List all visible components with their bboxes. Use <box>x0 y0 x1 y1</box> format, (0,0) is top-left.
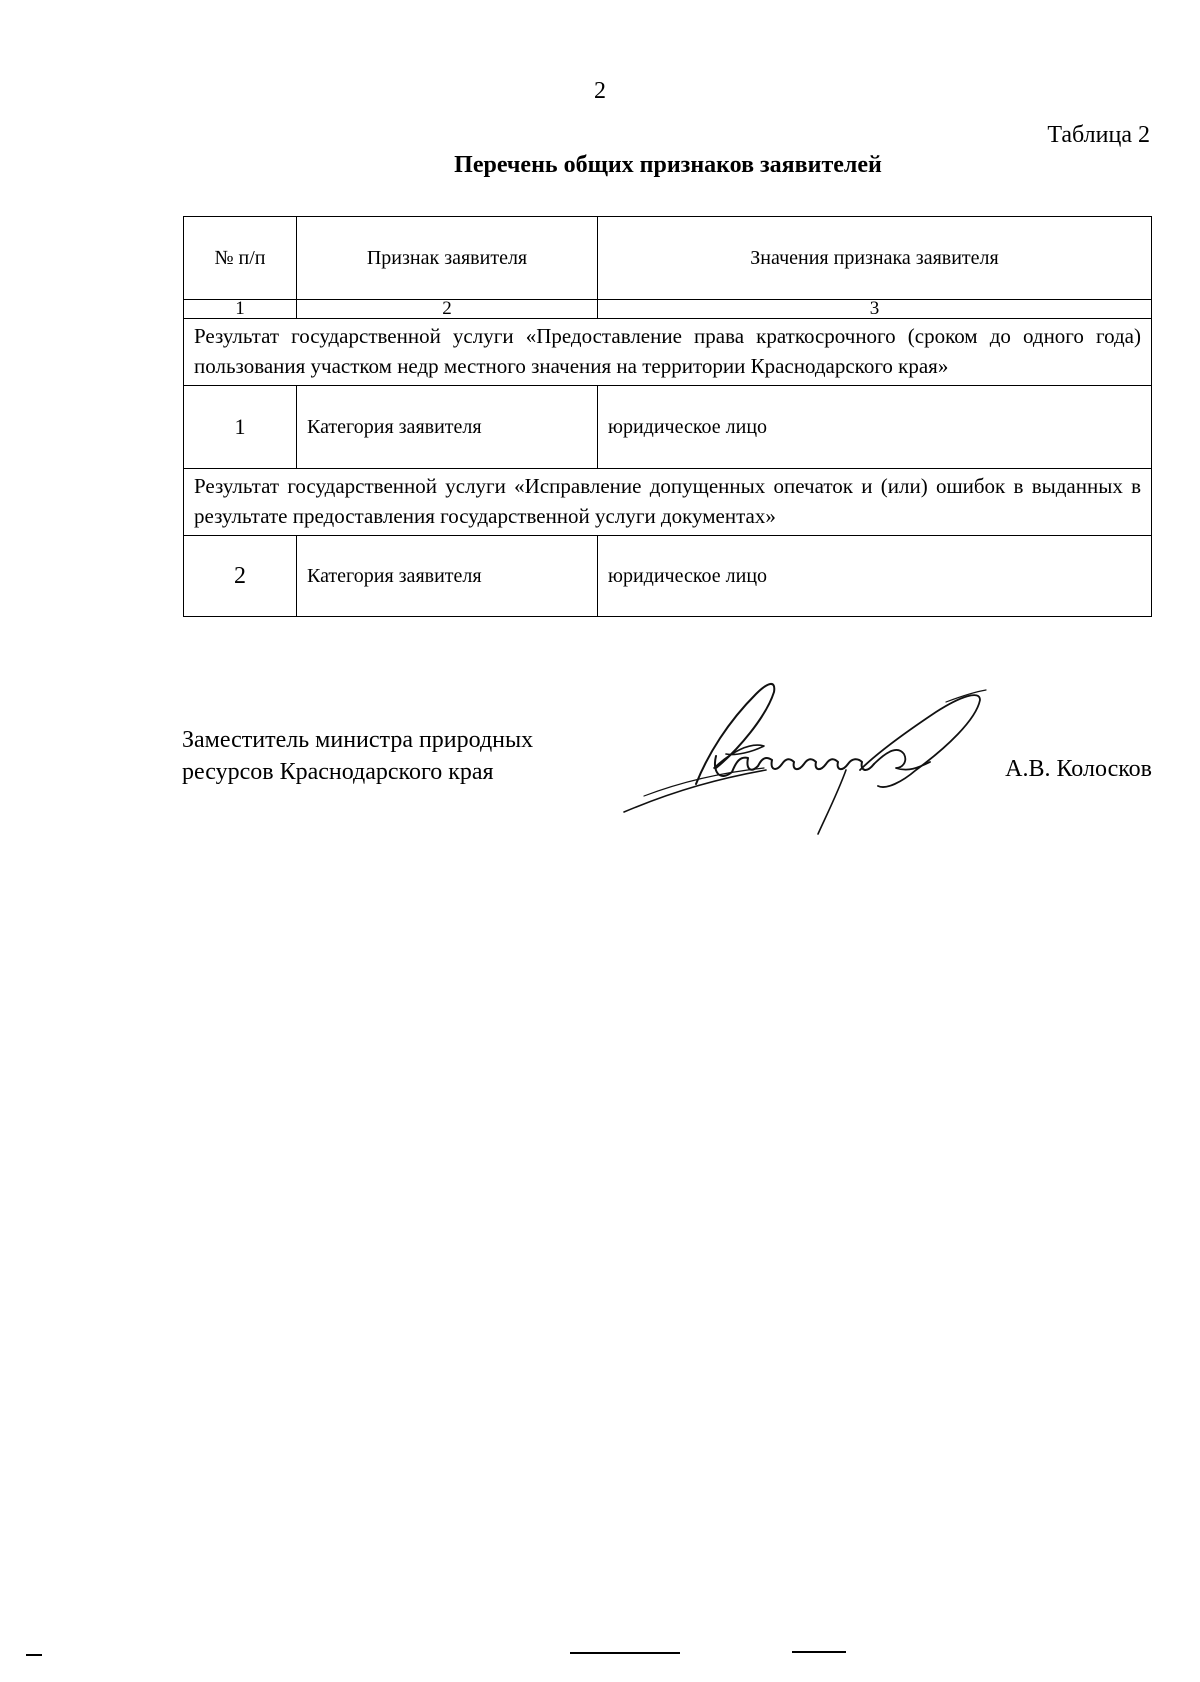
row-number: 1 <box>184 386 297 469</box>
header-attribute: Признак заявителя <box>297 217 598 300</box>
handwritten-signature-icon <box>616 672 1036 842</box>
section-caption-row <box>184 469 1152 536</box>
column-number: 2 <box>297 300 598 319</box>
scan-artifact-line <box>792 1651 846 1653</box>
row-number: 2 <box>184 536 297 617</box>
header-value: Значения признака заявителя <box>598 217 1152 300</box>
row-value: юридическое лицо <box>598 386 1152 469</box>
row-attribute: Категория заявителя <box>297 386 598 469</box>
header-number: № п/п <box>184 217 297 300</box>
row-value: юридическое лицо <box>598 536 1152 617</box>
page-number: 2 <box>594 78 606 104</box>
applicant-attributes-table <box>183 216 1152 617</box>
table-row <box>184 386 1152 469</box>
column-number-row <box>184 300 1152 319</box>
table-row <box>184 536 1152 617</box>
position-line: ресурсов Краснодарского края <box>182 759 494 785</box>
row-attribute: Категория заявителя <box>297 536 598 617</box>
signatory-position <box>182 724 533 788</box>
section-caption: Результат государственной услуги «Исправление допущенных опечаток и (или) ошибок в выданных в результате предоставления государственной услуги документах» <box>184 469 1152 536</box>
signatory-name: А.В. Колосков <box>1005 756 1152 782</box>
column-number: 3 <box>598 300 1152 319</box>
scan-artifact-line <box>26 1654 42 1656</box>
scan-artifact-line <box>570 1652 680 1654</box>
document-title: Перечень общих признаков заявителей <box>454 152 882 178</box>
table-header-row <box>184 217 1152 300</box>
column-number: 1 <box>184 300 297 319</box>
table-label: Таблица 2 <box>1047 122 1150 148</box>
section-caption: Результат государственной услуги «Предоставление права краткосрочного (сроком до одного года) пользования участком недр местного значения на территории Краснодарского края» <box>184 319 1152 386</box>
position-line: Заместитель министра природных <box>182 727 534 753</box>
section-caption-row <box>184 319 1152 386</box>
